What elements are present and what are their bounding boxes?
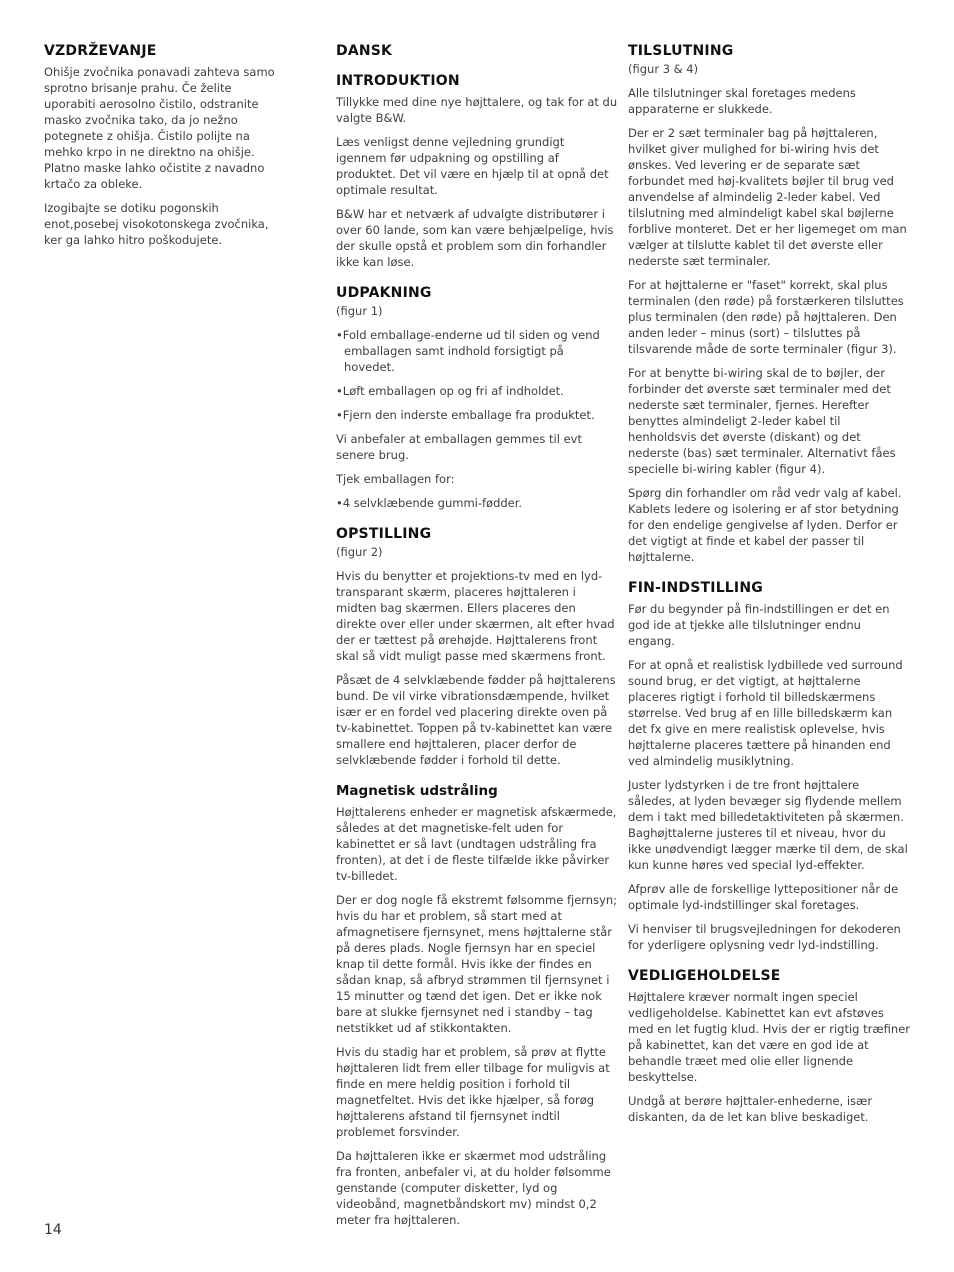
section-introduktion: [336, 72, 618, 270]
language-title: DANSK: [336, 43, 393, 59]
section-magnetisk-udstraaling: [336, 782, 618, 1228]
paragraph: Da højttaleren ikke er skærmet mod udstråling fra fronten, anbefaler vi, at du holder følsomme genstande (computer disketter, lyd og videobånd, magnetbåndskort mv) mindst 0,2 meter fra højttaleren.: [336, 1149, 611, 1227]
paragraph: For at benytte bi-wiring skal de to bøjler, der forbinder det øverste sæt terminaler med det nederste sæt terminaler, fjernes. Herefter benyttes almindeligt 2-leder kabel til henholdsvis det øverste (diskant) og det nederste (bas) sæt terminaler. Alternativt fåes specielle bi-wiring kabler (figur 4).: [628, 366, 896, 476]
section-opstilling: [336, 525, 618, 768]
paragraph: Ohišje zvočnika ponavadi zahteva samo sprotno brisanje prahu. Če želite uporabiti aerosolno čistilo, odstranite masko zvočnika tako, da jo nežno potegnete z ohišja. Čistilo polijte na mehko krpo in ne direktno na ohišje. Platno maske lahko očistite z navadno krtačo za obleke.: [44, 65, 275, 191]
section-title: TILSLUTNING: [628, 43, 734, 59]
section-vedligeholdelse: [628, 967, 910, 1125]
paragraph: Påsæt de 4 selvklæbende fødder på højttalerens bund. De vil virke vibrationsdæmpende, hvilket især er en fordel ved placering direkte oven på tv-kabinettet. Toppen på tv-kabinettet kan være smallere end højttaleren, placer derfor de selvklæbende fødder i forhold til dette.: [336, 673, 616, 767]
paragraph: Afprøv alle de forskellige lyttepositioner når de optimale lyd-indstillinger skal foretages.: [628, 882, 899, 912]
section-title: OPSTILLING: [336, 526, 432, 542]
paragraph: B&W har et netværk af udvalgte distributører i over 60 lande, som kan være behjælpelige, hvis der skulle opstå et problem som din forhandler ikke kan løse.: [336, 207, 614, 269]
paragraph: Spørg din forhandler om råd vedr valg af kabel. Kablets ledere og isolering er af stor betydning for den endelige gengivelse af lyden. Derfor er det vigtigt at finde et kabel der passer til højttalerne.: [628, 486, 902, 564]
column-3: [628, 42, 910, 1139]
column-1: [44, 42, 284, 262]
paragraph: Hvis du stadig har et problem, så prøv at flytte højttaleren lidt frem eller tilbage for muligvis at finde en mere heldig position i forhold til magnetfeltet. Hvis det ikke hjælper, så forøg højttalerens afstand til fjernsynet indtil problemet forsvinder.: [336, 1045, 610, 1139]
paragraph: Vi henviser til brugsvejledningen for dekoderen for yderligere oplysning vedr lyd-indstilling.: [628, 922, 901, 952]
figure-reference: (figur 3 & 4): [628, 62, 699, 76]
section-udpakning: [336, 284, 618, 511]
section-tilslutning: [628, 42, 910, 565]
paragraph: Højttalerens enheder er magnetisk afskærmede, således at det magnetiske-felt uden for kabinettet er så lavt (undtagen udstråling fra fronten), at det i de fleste tilfælde ikke påvirker tv-billedet.: [336, 805, 617, 883]
section-vedligeholdelse-slovene: [44, 42, 284, 248]
figure-reference: (figur 2): [336, 545, 383, 559]
column-2: [336, 42, 618, 1242]
section-title: VEDLIGEHOLDELSE: [628, 968, 781, 984]
bullet-item: •Løft emballagen op og fri af indholdet.: [336, 384, 564, 398]
figure-reference: (figur 1): [336, 304, 383, 318]
paragraph: Tjek emballagen for:: [336, 472, 455, 486]
paragraph: Før du begynder på fin-indstillingen er det en god ide at tjekke alle tilslutninger endnu engang.: [628, 602, 890, 648]
paragraph: Højttalere kræver normalt ingen speciel vedligeholdelse. Kabinettet kan evt afstøves med en let fugtig klud. Hvis der er rigtig træfiner på kabinettet, kan det være en god ide at behandle træet med olie eller lignende beskyttelse.: [628, 990, 910, 1084]
page-number: 14: [44, 1222, 62, 1238]
paragraph: Izogibajte se dotiku pogonskih enot,posebej visokotonskega zvočnika, ker ga lahko hitro poškodujete.: [44, 201, 269, 247]
paragraph: For at højttalerne er "faset" korrekt, skal plus terminalen (den røde) på forstærkeren tilsluttes plus terminalen (den røde) på højttaleren. Den anden leder – minus (sort) – tilsluttes på tilsvarende måde de sorte terminaler (figur 3).: [628, 278, 904, 356]
paragraph: Alle tilslutninger skal foretages medens apparaterne er slukkede.: [628, 86, 856, 116]
paragraph: Læs venligst denne vejledning grundigt igennem før udpakning og opstilling af produktet. Det vil være en hjælp til at opnå det optimale resultat.: [336, 135, 609, 197]
paragraph: Tillykke med dine nye højttalere, og tak for at du valgte B&W.: [336, 95, 618, 125]
section-title: VZDRŽEVANJE: [44, 43, 157, 59]
paragraph: Vi anbefaler at emballagen gemmes til evt senere brug.: [336, 432, 582, 462]
paragraph: Juster lydstyrken i de tre front højttalere således, at lyden bevæger sig flydende mellem dem i takt med billedetaktiviteten på skærmen. Baghøjttalerne justeres til et niveau, hvor du ikke unødvendigt lægger mærke til dem, de skal kun kunne høres ved special lyd-effekter.: [628, 778, 908, 872]
paragraph: For at opnå et realistisk lydbillede ved surround sound brug, er det vigtigt, at højttalerne placeres rigtigt i forhold til billedskærmens størrelse. Ved brug af en lille billedskærm kan det fx give en mere realistisk oplevelse, hvis højttalerne placeres tættere på hinanden end ved almindelig musiklytning.: [628, 658, 903, 768]
section-title: FIN-INDSTILLING: [628, 580, 763, 596]
bullet-item: •4 selvklæbende gummi-fødder.: [336, 496, 523, 510]
section-title: Magnetisk udstråling: [336, 783, 498, 799]
language-heading: [336, 42, 618, 60]
paragraph: Der er dog nogle få ekstremt følsomme fjernsyn; hvis du har et problem, så start med at afmagnetisere fjernsynet, mens højttalerne står på deres plads. Nogle fjernsyn har en speciel knap til dette formål. Hvis ikke der findes en sådan knap, så afbryd strømmen til fjernsynet i 15 minutter og tænd det igen. Det er ikke nok bare at slukke fjernsynet ned i standby – tag netstikket ud af stikkontakten.: [336, 893, 618, 1035]
paragraph: Hvis du benytter et projektions-tv med en lyd-transparant skærm, placeres højttaleren i midten bag skærmen. Ellers placeres den direkte over eller under skærmen, alt efter hvad der er tættest på ørehøjde. Højttalerens front skal så vidt muligt passe med skærmens front.: [336, 569, 615, 663]
bullet-item: •Fold emballage-enderne ud til siden og vend emballagen samt indhold forsigtigt på hovedet.: [336, 328, 600, 374]
paragraph: Der er 2 sæt terminaler bag på højttaleren, hvilket giver mulighed for bi-wiring hvis det ønskes. Ved levering er de separate sæt forbundet med høj-kvalitets bøjler til brug ved anvendelse af almindelig 2-leder kabel. Ved tilslutning med almindeligt kabel skal bøjlerne forblive monteret. Det er her ligemeget om man vælger at tilslutte kablet til det øverste eller nederste sæt terminaler.: [628, 126, 907, 268]
section-fin-indstilling: [628, 579, 910, 953]
section-title: INTRODUKTION: [336, 73, 460, 89]
bullet-item: •Fjern den inderste emballage fra produktet.: [336, 408, 595, 422]
section-title: UDPAKNING: [336, 285, 432, 301]
paragraph: Undgå at berøre højttaler-enhederne, især diskanten, da de let kan blive beskadiget.: [628, 1094, 873, 1124]
